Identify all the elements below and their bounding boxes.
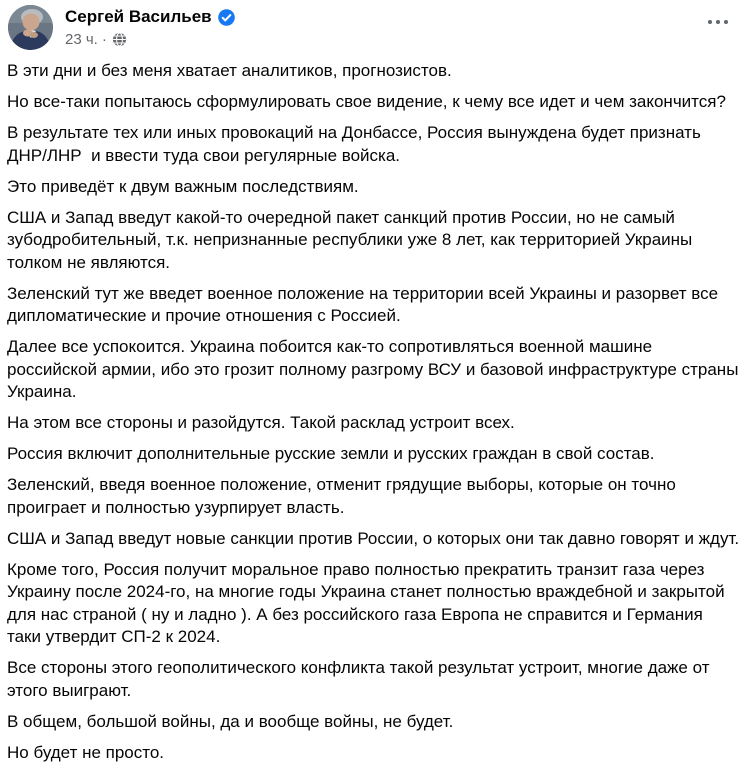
post-paragraph: Но все-таки попытаюсь сформулировать свое видение, к чему все идет и чем закончится? [7, 92, 726, 111]
post-paragraph: США и Запад введут какой-то очередной пакет санкций против России, но не самый зубодробительный, т.к. непризнанные республики уже 8 лет, как территорией Украины толком не являются. [7, 207, 698, 272]
post-paragraph: Кроме того, Россия получит моральное право полностью прекратить транзит газа через Украину после 2024-го, на многие годы Украина станет полностью враждебной и закрытой для нас страной ( ну и ладно ). А без российского газа Европа не справится и Германия таки утвердит СП-2 к 2024. [7, 559, 730, 646]
author-name[interactable]: Сергей Васильев [65, 7, 212, 26]
post-paragraph: Далее все успокоится. Украина побоится как-то сопротивляться военной машине российской армии, ибо это грозит полному разгрому ВСУ и базовой инфраструктуре страны Украина. [7, 337, 744, 401]
post-paragraph: В эти дни и без меня хватает аналитиков, прогнозистов. [7, 61, 452, 80]
post-header [0, 0, 752, 52]
post-meta [65, 30, 235, 49]
post-paragraph: Зеленский, введя военное положение, отменит грядущие выборы, которые он точно проиграет и полностью узурпирует власть. [7, 475, 681, 517]
post-paragraph: Но будет не просто. [7, 742, 165, 762]
verified-badge-icon [218, 9, 235, 26]
more-options-button[interactable] [706, 14, 730, 30]
post-paragraph: В общем, большой войны, да и вообще войны, не будет. [7, 711, 454, 731]
post-paragraph: Это приведёт к двум важным последствиям. [7, 176, 359, 196]
author-block [65, 5, 235, 49]
post-paragraph: Россия включит дополнительные русские земли и русских граждан в свой состав. [7, 444, 655, 463]
post-paragraph: США и Запад введут новые санкции против России, о которых они так давно говорят и ждут. [7, 528, 740, 548]
avatar-photo [8, 5, 53, 50]
post-paragraph: Все стороны этого геополитического конфликта такой результат устроит, многие даже от этого выиграют. [7, 658, 715, 700]
post-body [0, 52, 752, 764]
ellipsis-icon [708, 20, 712, 24]
meta-separator: · [101, 31, 107, 48]
post-paragraph: Зеленский тут же введет военное положение на территории всей Украины и разорвет все дипломатические и прочие отношения с Россией. [7, 283, 723, 325]
avatar[interactable] [8, 5, 53, 50]
globe-icon [112, 32, 127, 47]
post-paragraph: На этом все стороны и разойдутся. Такой расклад устроит всех. [7, 413, 515, 432]
post-paragraph: В результате тех или иных провокаций на Донбассе, Россия вынуждена будет признать ДНР/ЛНР и ввести туда свои регулярные войска. [7, 123, 706, 165]
timestamp[interactable]: 23 ч. [65, 31, 98, 48]
